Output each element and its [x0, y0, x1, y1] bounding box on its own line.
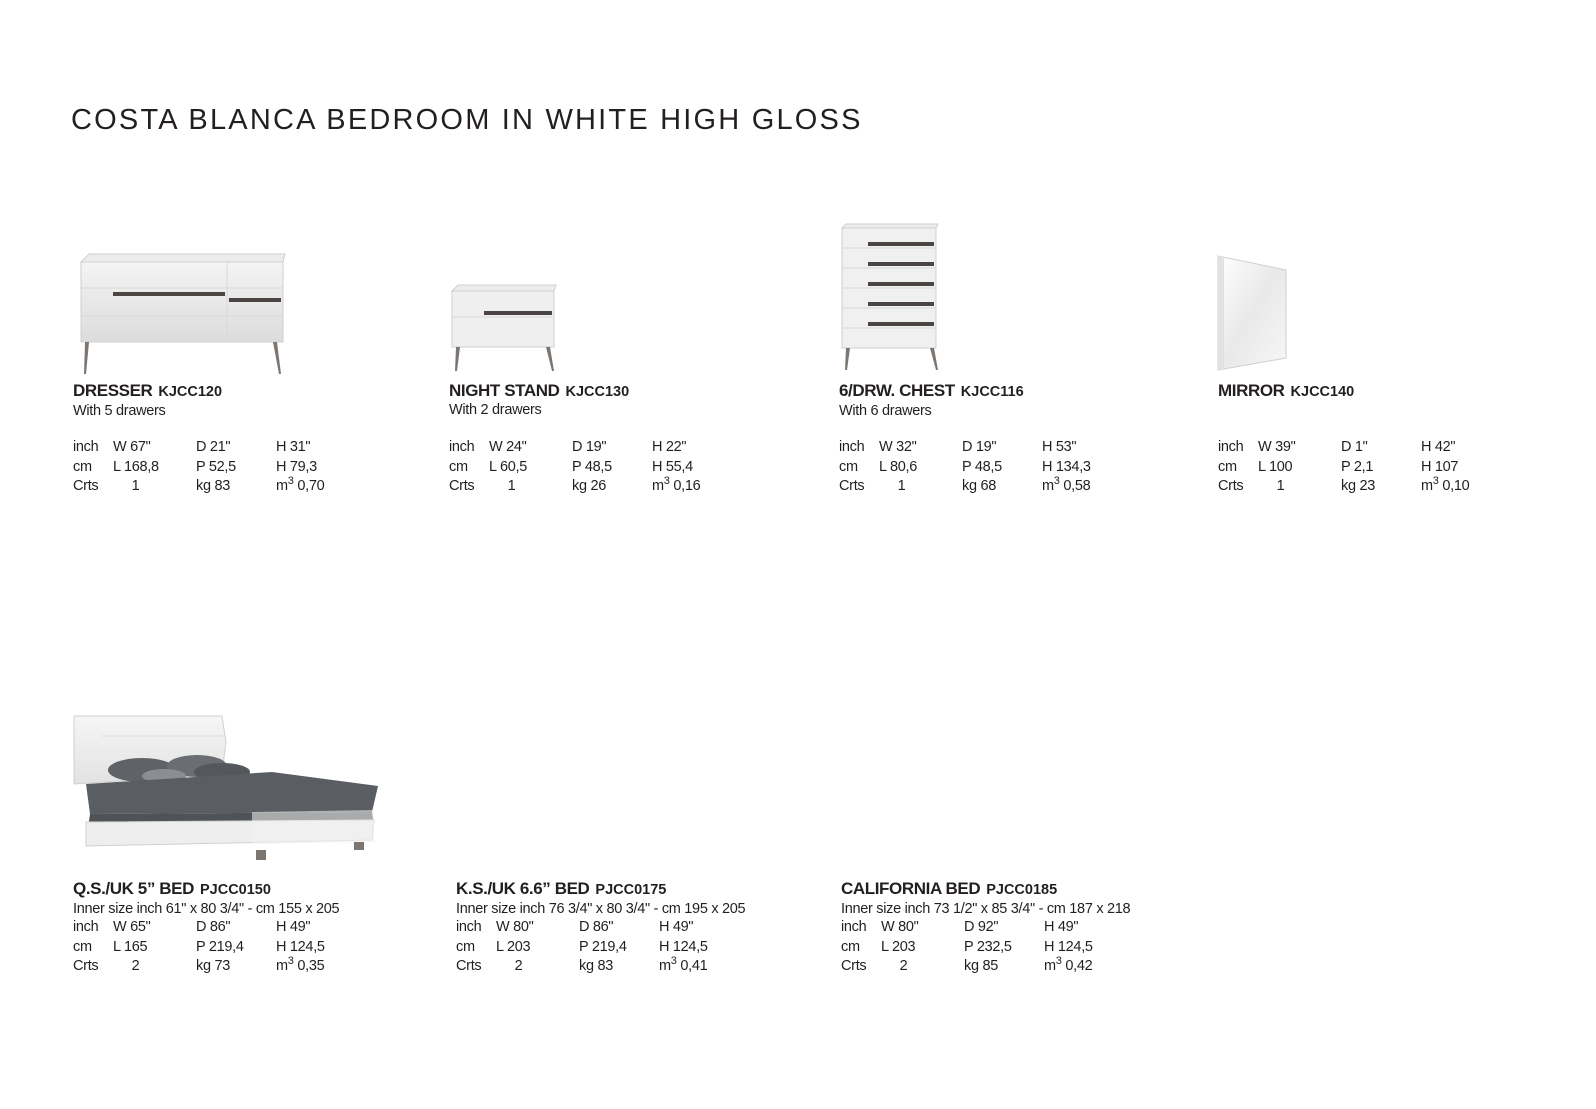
product-code: PJCC0150 — [199, 882, 271, 898]
volume-number: 0,35 — [293, 958, 325, 974]
product-desc: Inner size inch 61" x 80 3/4" - cm 155 x 205 — [73, 901, 340, 917]
volume-unit: m — [1044, 958, 1056, 974]
volume-unit: m — [1421, 478, 1433, 494]
unit-label: inch — [839, 439, 865, 455]
unit-label: inch — [456, 919, 482, 935]
volume-number: 0,42 — [1061, 958, 1093, 974]
product-name — [839, 381, 1024, 402]
spec-value: W 67" — [113, 439, 151, 455]
unit-label: Crts — [1218, 478, 1244, 494]
product-desc: With 5 drawers — [73, 403, 166, 419]
volume-value — [1044, 957, 1092, 977]
spec-value: P 48,5 — [572, 458, 612, 475]
volume-unit: m — [276, 478, 288, 494]
unit-label: Crts — [73, 478, 99, 494]
product-name — [456, 879, 666, 900]
spec-value: 1 — [879, 478, 906, 494]
spec-value: L 80,6 — [879, 458, 917, 475]
spec-value: H 79,3 — [276, 458, 317, 475]
spec-value: D 86" — [196, 919, 231, 935]
spec-value: D 86" — [579, 919, 614, 935]
spec-value: D 1" — [1341, 439, 1368, 455]
spec-value: 2 — [881, 958, 908, 974]
unit-label: inch — [73, 919, 99, 935]
spec-value: L 168,8 — [113, 458, 159, 475]
volume-value — [659, 957, 707, 977]
product-name-text: 6/DRW. CHEST — [839, 381, 955, 400]
spec-value: 1 — [113, 478, 140, 494]
spec-value: H 134,3 — [1042, 458, 1091, 475]
volume-value — [1042, 477, 1090, 497]
product-code: PJCC0175 — [595, 882, 667, 898]
product-code: KJCC120 — [158, 384, 223, 400]
unit-label: cm — [449, 458, 468, 475]
product-code: KJCC130 — [565, 384, 630, 400]
volume-number: 0,16 — [669, 478, 701, 494]
unit-label: cm — [841, 938, 860, 955]
volume-unit: m — [1042, 478, 1054, 494]
unit-label: cm — [456, 938, 475, 955]
spec-value: P 219,4 — [196, 938, 244, 955]
spec-value: kg 85 — [964, 958, 998, 974]
product-name — [841, 879, 1057, 900]
spec-value: kg 68 — [962, 478, 996, 494]
volume-unit: m — [276, 958, 288, 974]
product-code: KJCC140 — [1290, 384, 1355, 400]
spec-value: kg 23 — [1341, 478, 1375, 494]
mirror-image — [1216, 254, 1291, 372]
spec-value: H 42" — [1421, 439, 1456, 455]
product-name-text: Q.S./UK 5” BED — [73, 879, 194, 898]
product-desc: With 2 drawers — [449, 402, 542, 418]
spec-value: 2 — [113, 958, 140, 974]
volume-value — [276, 957, 324, 977]
unit-label: inch — [841, 919, 867, 935]
volume-exp: 3 — [663, 475, 670, 487]
spec-value: L 203 — [881, 938, 916, 955]
volume-exp: 3 — [670, 955, 677, 967]
product-name-text: MIRROR — [1218, 381, 1285, 400]
unit-label: Crts — [73, 958, 99, 974]
unit-label: cm — [73, 938, 92, 955]
spec-value: H 124,5 — [659, 938, 708, 955]
spec-value: H 49" — [1044, 919, 1079, 935]
spec-value: D 21" — [196, 439, 231, 455]
spec-value: H 49" — [659, 919, 694, 935]
night-stand-image — [448, 283, 560, 373]
volume-unit: m — [659, 958, 671, 974]
spec-value: H 31" — [276, 439, 311, 455]
unit-label: inch — [449, 439, 475, 455]
unit-label: Crts — [841, 958, 867, 974]
volume-value — [652, 477, 700, 497]
spec-value: W 80" — [881, 919, 919, 935]
product-name — [73, 381, 222, 402]
spec-value: D 19" — [962, 439, 997, 455]
volume-value — [1421, 477, 1469, 497]
unit-label: Crts — [839, 478, 865, 494]
spec-value: D 19" — [572, 439, 607, 455]
spec-value: H 124,5 — [1044, 938, 1093, 955]
volume-number: 0,58 — [1059, 478, 1091, 494]
product-name — [449, 381, 629, 402]
spec-value: D 92" — [964, 919, 999, 935]
unit-label: cm — [839, 458, 858, 475]
unit-label: inch — [1218, 439, 1244, 455]
spec-value: H 49" — [276, 919, 311, 935]
spec-value: P 52,5 — [196, 458, 236, 475]
product-name-text: CALIFORNIA BED — [841, 879, 981, 898]
product-name-text: DRESSER — [73, 381, 153, 400]
spec-value: P 48,5 — [962, 458, 1002, 475]
spec-value: 1 — [1258, 478, 1285, 494]
volume-exp: 3 — [287, 955, 294, 967]
spec-value: W 80" — [496, 919, 534, 935]
dresser-image — [75, 252, 290, 377]
product-desc: Inner size inch 73 1/2" x 85 3/4" - cm 187 x 218 — [841, 901, 1131, 917]
spec-value: kg 83 — [196, 478, 230, 494]
spec-value: H 53" — [1042, 439, 1077, 455]
volume-exp: 3 — [287, 475, 294, 487]
spec-value: H 107 — [1421, 458, 1459, 475]
spec-value: L 60,5 — [489, 458, 527, 475]
spec-value: P 2,1 — [1341, 458, 1374, 475]
unit-label: cm — [1218, 458, 1237, 475]
volume-exp: 3 — [1055, 955, 1062, 967]
spec-value: H 55,4 — [652, 458, 693, 475]
volume-exp: 3 — [1053, 475, 1060, 487]
spec-value: H 22" — [652, 439, 687, 455]
unit-label: Crts — [449, 478, 475, 494]
product-desc: With 6 drawers — [839, 403, 932, 419]
product-code: PJCC0185 — [986, 882, 1058, 898]
bed-image — [72, 714, 384, 872]
spec-value: P 232,5 — [964, 938, 1012, 955]
volume-number: 0,70 — [293, 478, 325, 494]
product-desc: Inner size inch 76 3/4" x 80 3/4" - cm 195 x 205 — [456, 901, 746, 917]
spec-value: L 100 — [1258, 458, 1293, 475]
volume-unit: m — [652, 478, 664, 494]
product-code: KJCC116 — [960, 384, 1024, 400]
spec-value: W 39" — [1258, 439, 1296, 455]
spec-value: L 165 — [113, 938, 148, 955]
spec-value: 2 — [496, 958, 523, 974]
spec-value: P 219,4 — [579, 938, 627, 955]
volume-number: 0,41 — [676, 958, 708, 974]
spec-value: W 32" — [879, 439, 917, 455]
product-name-text: K.S./UK 6.6” BED — [456, 879, 590, 898]
volume-exp: 3 — [1432, 475, 1439, 487]
unit-label: cm — [73, 458, 92, 475]
spec-value: W 24" — [489, 439, 527, 455]
product-name — [73, 879, 271, 900]
product-name — [1218, 381, 1354, 402]
volume-number: 0,10 — [1438, 478, 1470, 494]
spec-value: 1 — [489, 478, 516, 494]
spec-value: H 124,5 — [276, 938, 325, 955]
product-name-text: NIGHT STAND — [449, 381, 560, 400]
spec-value: kg 73 — [196, 958, 230, 974]
unit-label: inch — [73, 439, 99, 455]
spec-value: kg 26 — [572, 478, 606, 494]
spec-value: L 203 — [496, 938, 531, 955]
spec-value: W 65" — [113, 919, 151, 935]
volume-value — [276, 477, 324, 497]
unit-label: Crts — [456, 958, 482, 974]
chest-image — [838, 222, 943, 374]
spec-value: kg 83 — [579, 958, 613, 974]
page-title: COSTA BLANCA BEDROOM IN WHITE HIGH GLOSS — [71, 104, 863, 136]
